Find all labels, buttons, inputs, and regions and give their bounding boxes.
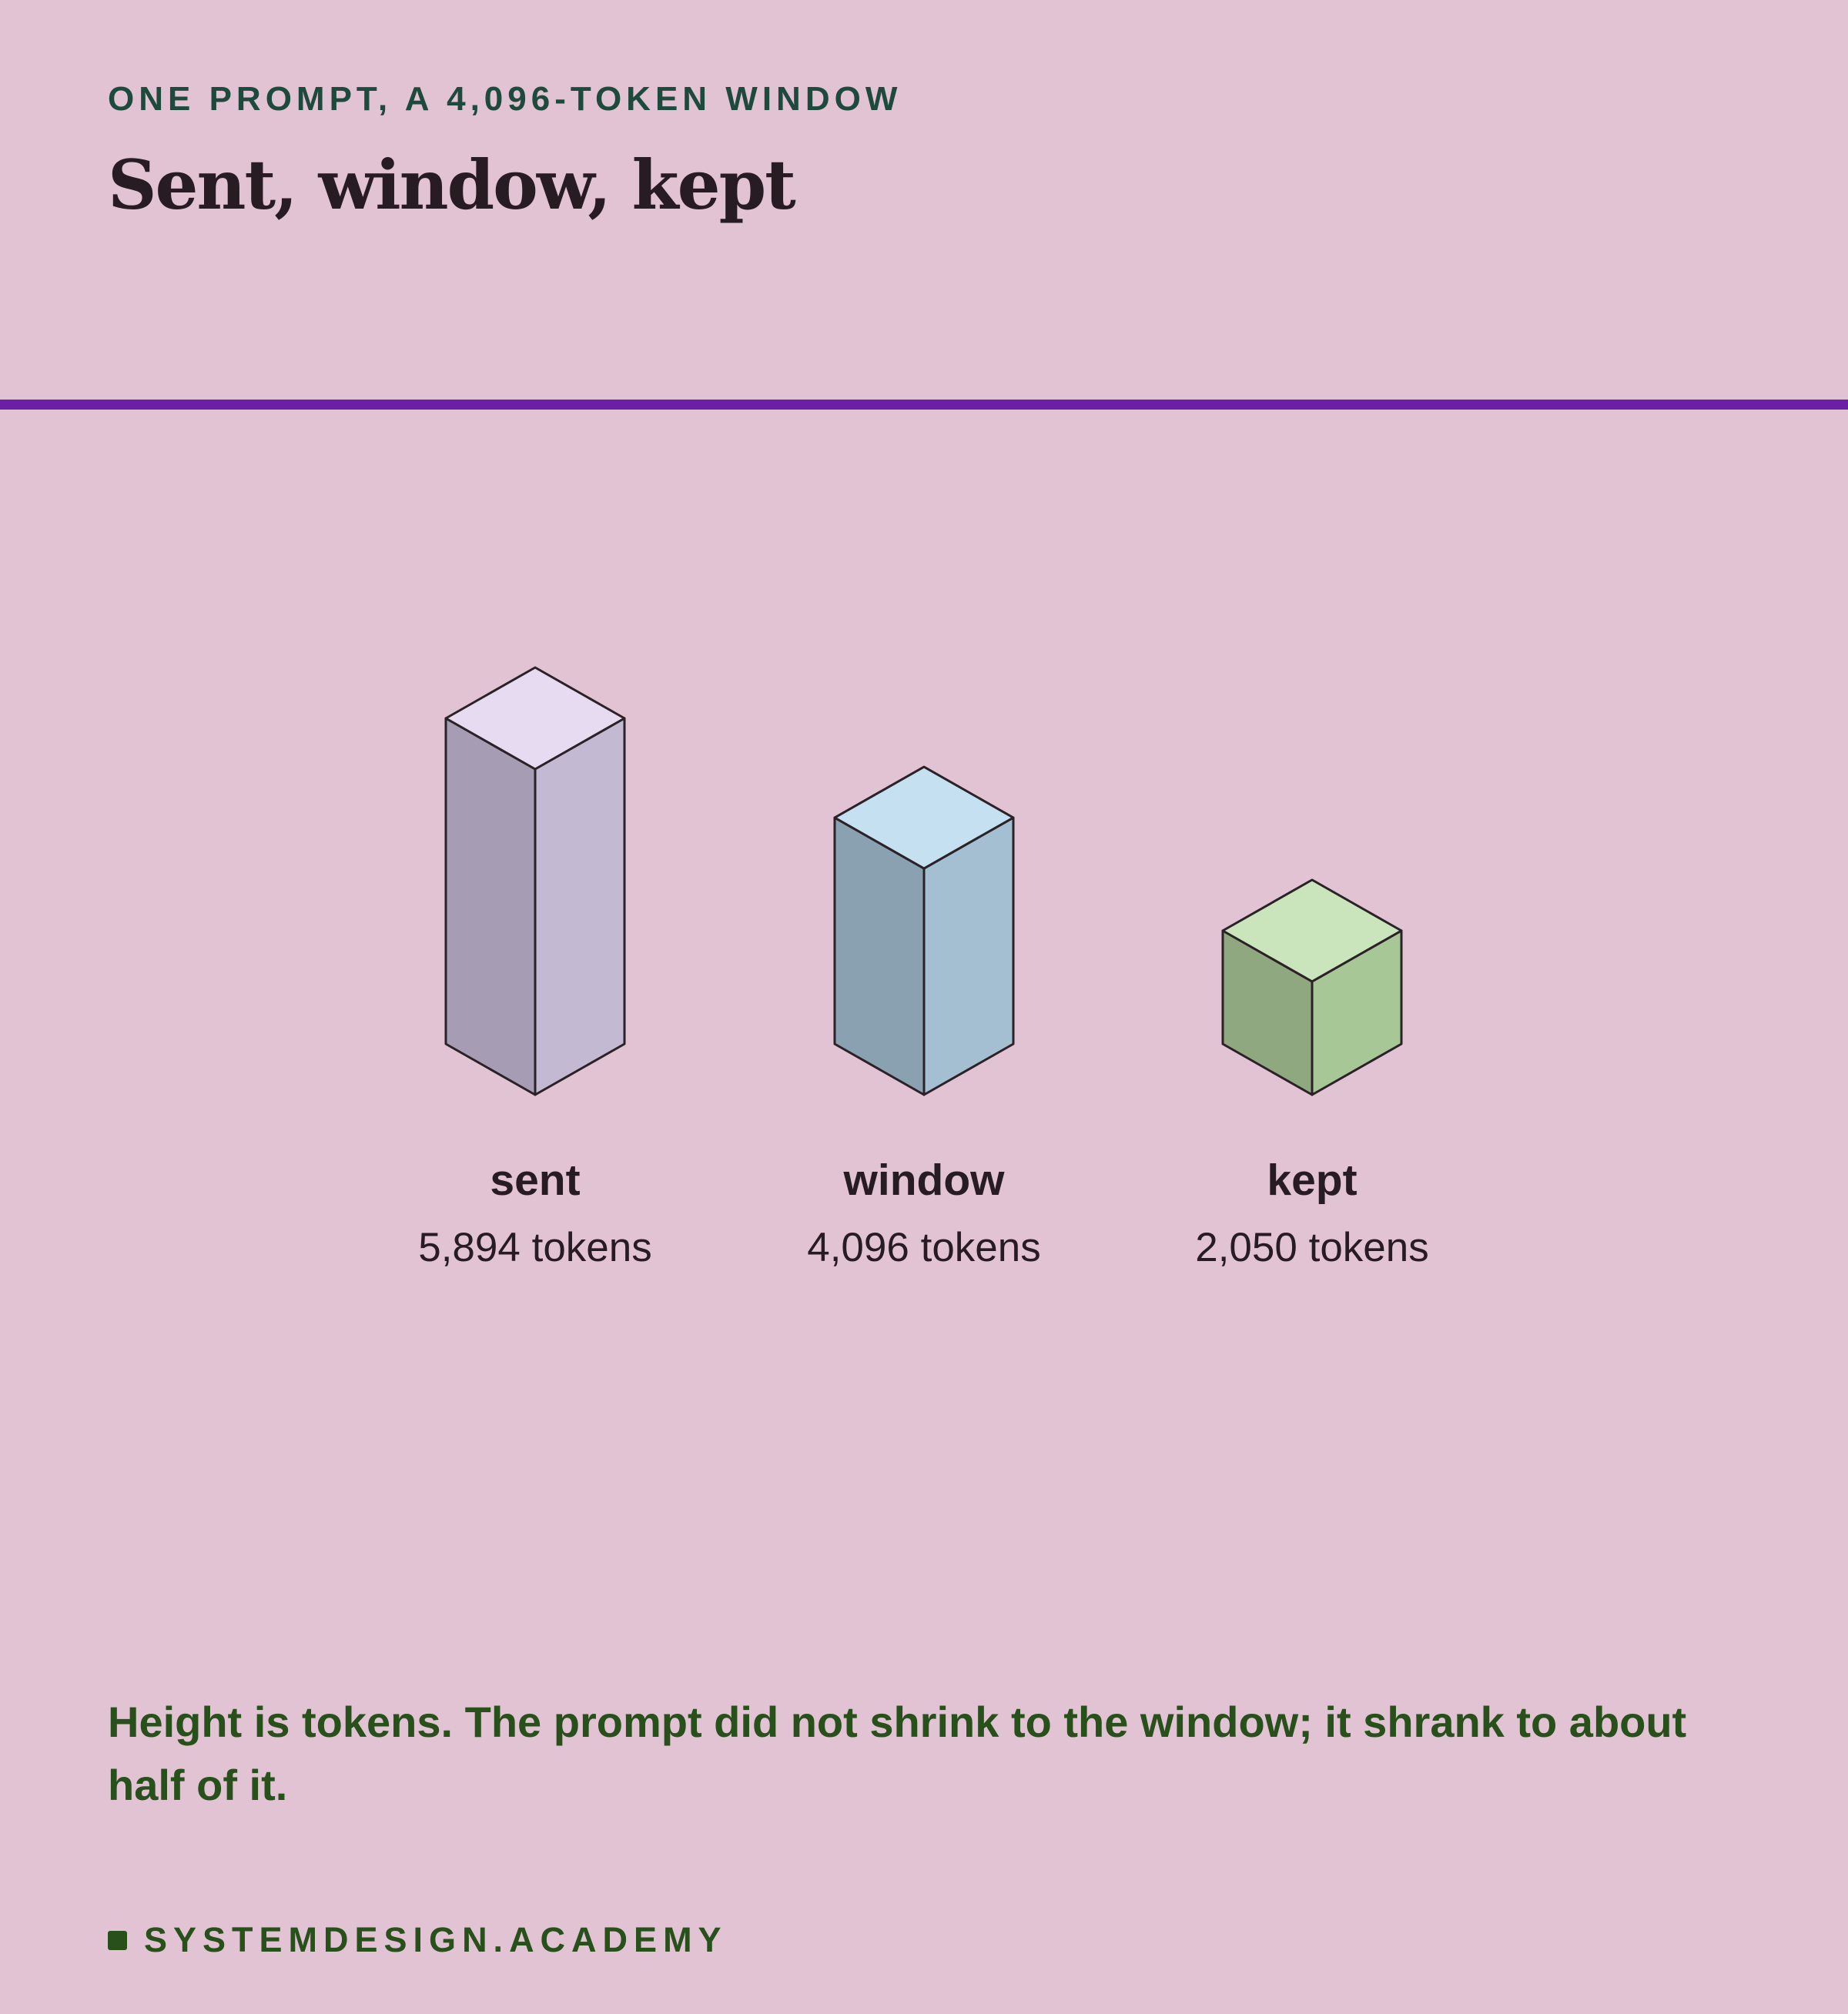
bar-sent-right-face	[535, 718, 624, 1095]
bar-window	[835, 767, 1013, 1095]
category-label-sent: sent	[490, 1156, 581, 1205]
chart-kicker: ONE PROMPT, A 4,096-TOKEN WINDOW	[108, 80, 902, 118]
category-label-window: window	[843, 1156, 1005, 1205]
category-label-kept: kept	[1267, 1156, 1358, 1205]
chart-title: Sent, window, kept	[108, 145, 795, 225]
bar-kept	[1223, 880, 1401, 1095]
square-icon	[108, 1931, 127, 1950]
brand	[108, 1920, 728, 1960]
value-label-kept: 2,050 tokens	[1195, 1225, 1429, 1270]
brand-name: SYSTEMDESIGN.ACADEMY	[144, 1920, 728, 1959]
chart-caption: Height is tokens. The prompt did not shrink to the window; it shrank to about half of it.	[108, 1698, 1687, 1809]
value-label-window: 4,096 tokens	[807, 1225, 1041, 1270]
value-label-sent: 5,894 tokens	[418, 1225, 652, 1270]
bar-sent	[446, 667, 624, 1095]
bar-sent-left-face	[446, 718, 535, 1095]
